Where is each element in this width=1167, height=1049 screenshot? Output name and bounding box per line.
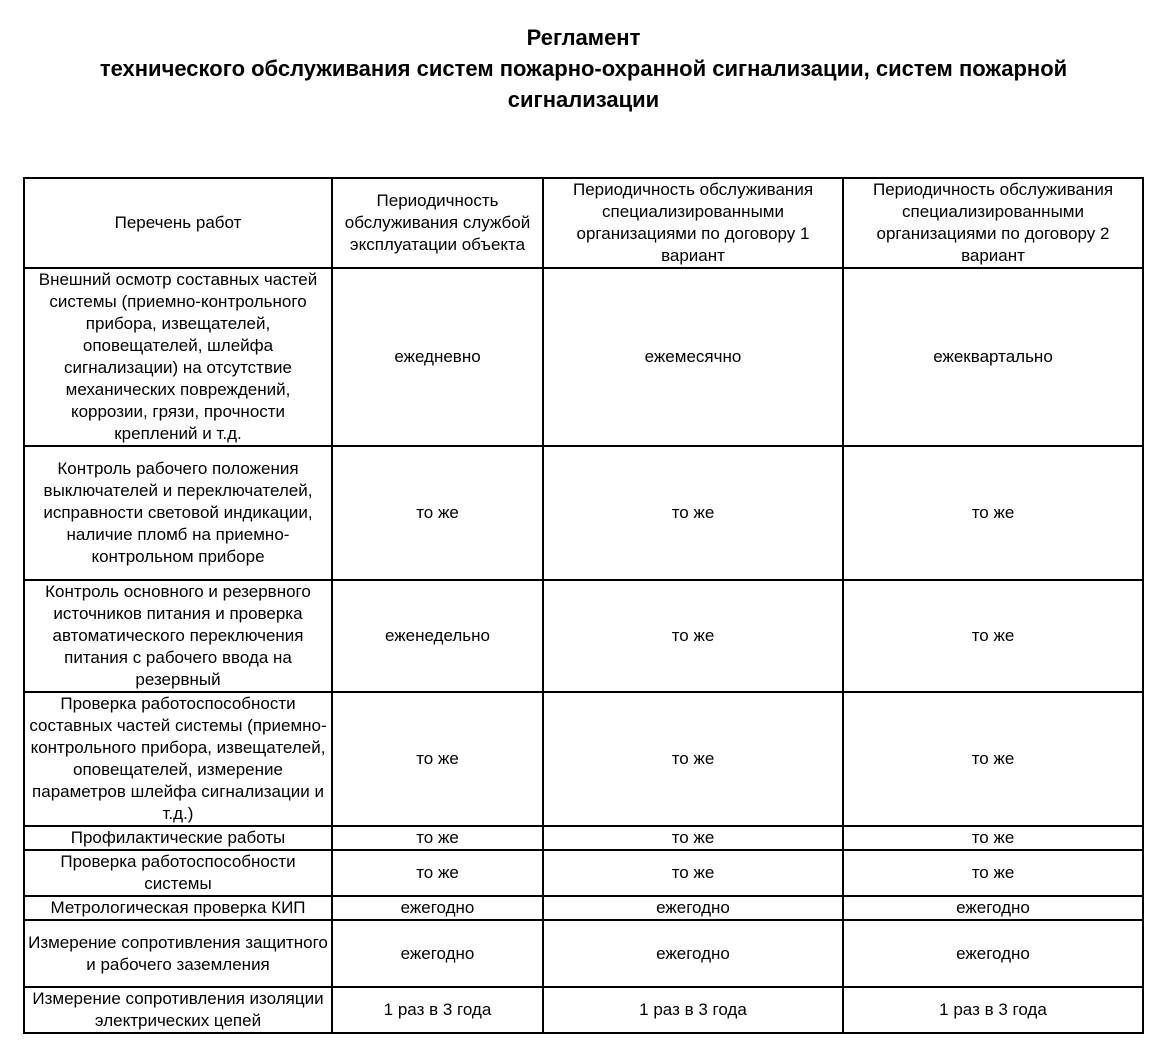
cell-work: Проверка работоспособности составных частей системы (приемно-контрольного прибора, извещателей, оповещателей, измерение параметров шлейфа сигнализации и т.д.) xyxy=(24,692,332,826)
cell-contract1: то же xyxy=(543,580,843,692)
cell-own: 1 раз в 3 года xyxy=(332,987,543,1033)
cell-contract2: ежегодно xyxy=(843,896,1143,920)
maintenance-schedule-table xyxy=(23,177,1144,1034)
cell-own: ежедневно xyxy=(332,268,543,446)
document-title: Регламент xyxy=(526,25,641,50)
header-own-service: Периодичность обслуживания службой эксплуатации объекта xyxy=(332,178,543,268)
document-header xyxy=(0,22,1167,115)
table-row xyxy=(24,446,1143,580)
header-contract-variant-1: Периодичность обслуживания специализированными организациями по договору 1 вариант xyxy=(543,178,843,268)
cell-contract2: ежеквартально xyxy=(843,268,1143,446)
cell-contract1: то же xyxy=(543,692,843,826)
cell-work: Метрологическая проверка КИП xyxy=(24,896,332,920)
header-work-list: Перечень работ xyxy=(24,178,332,268)
cell-contract1: то же xyxy=(543,850,843,896)
table-row xyxy=(24,826,1143,850)
cell-contract2: ежегодно xyxy=(843,920,1143,987)
cell-contract1: ежегодно xyxy=(543,896,843,920)
header-contract-variant-2: Периодичность обслуживания специализированными организациями по договору 2 вариант xyxy=(843,178,1143,268)
cell-work: Контроль рабочего положения выключателей и переключателей, исправности световой индикации, наличие пломб на приемно-контрольном приборе xyxy=(24,446,332,580)
cell-own: то же xyxy=(332,850,543,896)
cell-contract2: 1 раз в 3 года xyxy=(843,987,1143,1033)
cell-work: Измерение сопротивления защитного и рабочего заземления xyxy=(24,920,332,987)
cell-contract1: то же xyxy=(543,446,843,580)
cell-own: то же xyxy=(332,446,543,580)
table-row xyxy=(24,896,1143,920)
table-row xyxy=(24,580,1143,692)
table-row xyxy=(24,920,1143,987)
cell-contract1: ежегодно xyxy=(543,920,843,987)
table-row xyxy=(24,850,1143,896)
cell-own: то же xyxy=(332,826,543,850)
cell-contract1: то же xyxy=(543,826,843,850)
document-subtitle: технического обслуживания систем пожарно-охранной сигнализации, систем пожарной сигнализации xyxy=(99,56,1068,112)
cell-work: Профилактические работы xyxy=(24,826,332,850)
cell-own: то же xyxy=(332,692,543,826)
cell-work: Внешний осмотр составных частей системы (приемно-контрольного прибора, извещателей, оповещателей, шлейфа сигнализации) на отсутствие механических повреждений, коррозии, грязи, прочности креплений и т.д. xyxy=(24,268,332,446)
cell-contract1: 1 раз в 3 года xyxy=(543,987,843,1033)
table-row xyxy=(24,692,1143,826)
cell-contract2: то же xyxy=(843,446,1143,580)
table-row xyxy=(24,268,1143,446)
cell-contract2: то же xyxy=(843,692,1143,826)
cell-work: Проверка работоспособности системы xyxy=(24,850,332,896)
cell-own: ежегодно xyxy=(332,920,543,987)
cell-contract2: то же xyxy=(843,580,1143,692)
cell-own: еженедельно xyxy=(332,580,543,692)
table-row xyxy=(24,987,1143,1033)
cell-own: ежегодно xyxy=(332,896,543,920)
cell-work: Измерение сопротивления изоляции электрических цепей xyxy=(24,987,332,1033)
cell-contract2: то же xyxy=(843,850,1143,896)
table-header-row xyxy=(24,178,1143,268)
cell-contract1: ежемесячно xyxy=(543,268,843,446)
cell-contract2: то же xyxy=(843,826,1143,850)
cell-work: Контроль основного и резервного источников питания и проверка автоматического переключения питания с рабочего ввода на резервный xyxy=(24,580,332,692)
